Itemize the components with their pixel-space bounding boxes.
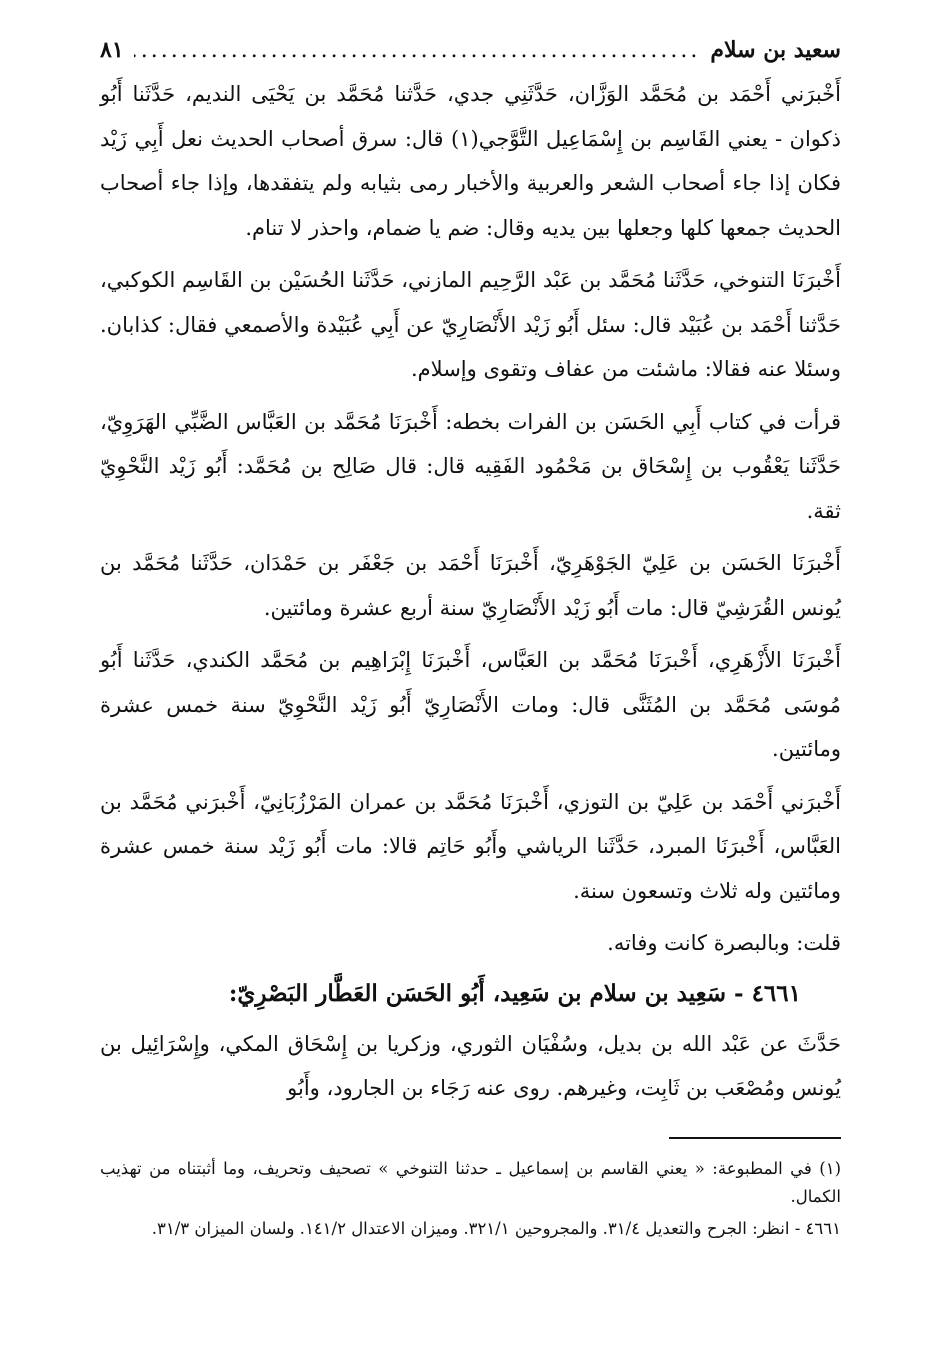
paragraph-3: قرأت في كتاب أَبِي الحَسَن بن الفرات بخطه: أَخْبرَنَا مُحَمَّد بن العَبَّاس الضَّبِّي الهَرَوِيّ، حَدَّثَنا يَعْقُوب بن إِسْحَاق بن مَحْمُود الفَقِيه قال: قال صَالِح بن مُحَمَّد: أَبُو زَيْد النَّحْوِيّ ثقة. [100,409,841,523]
entry-heading: ٤٦٦١ - سَعِيد بن سلام بن سَعِيد، أَبُو الحَسَن العَطَّار البَصْرِيّ: [228,979,801,1007]
paragraph-7: قلت: وبالبصرة كانت وفاته. [607,931,841,955]
paragraph-6: أَخْبرَني أَحْمَد بن عَلِيّ بن التوزي، أَخْبرَنَا مُحَمَّد بن عمران المَرْزُبَانِيّ، أَخْبرَني مُحَمَّد بن العَبَّاس، أَخْبرَنَا المبرد، حَدَّثَنا الرياشي وأَبُو حَاتِم قالا: مات أَبُو زَيْد سنة خمس عشرة ومائتين وله ثلاث وتسعون سنة. [100,789,841,903]
paragraph-8: حَدَّثَ عن عَبْد الله بن بديل، وسُفْيَان الثوري، وزكريا بن إِسْحَاق المكي، وإِسْرَائِيل بن يُونس ومُصْعَب بن ثَابِت، وغيرهم. روى عنه رَجَاء بن الجارود، وأَبُو [100,1031,841,1100]
footnote-1: (١) في المطبوعة: « يعني القاسم بن إسماعيل ـ حدثنا التنوخي » تصحيف وتحريف، وما أثبتناه من تهذيب الكمال. [100,1158,841,1206]
footnote-rule [669,1137,841,1139]
leader-dots [134,29,701,73]
running-title: سعيد بن سلام [710,37,841,63]
paragraph-1: أَخْبرَني أَحْمَد بن مُحَمَّد الوَزَّان، حَدَّثَنِي جدي، حَدَّثنا مُحَمَّد بن يَحْيَى النديم، حَدَّثَنا أَبُو ذكوان - يعني القَاسِم بن إِسْمَاعِيل التَّوَّجي(١) قال: سرق أصحاب الحديث نعل أَبِي زَيْد فكان إذا جاء أصحاب الشعر والعربية والأخبار رمى بثيابه ولم يتفقدها، وإذا جاء أصحاب الحديث جمعها كلها وجعلها بين يديه وقال: ضم يا ضمام، واحذر لا تنام. [100,82,841,240]
footnote-2: ٤٦٦١ - انظر: الجرح والتعديل ٣١/٤. والمجروحين ٣٢١/١. وميزان الاعتدال ١٤١/٢. ولسان الميزان ٣١/٣. [151,1218,841,1238]
paragraph-2: أَخْبرَنَا التنوخي، حَدَّثَنا مُحَمَّد بن عَبْد الرَّحِيم المازني، حَدَّثَنا الحُسَيْن بن القَاسِم الكوكبي، حَدَّثنا أَحْمَد بن عُبَيْد قال: سئل أَبُو زَيْد الأَنْصَارِيّ عن أَبِي عُبَيْدة والأصمعي فقال: كذابان. وسئلا عنه فقالا: ماشئت من عفاف وتقوى وإسلام. [100,268,841,381]
paragraph-4: أَخْبرَنَا الحَسَن بن عَلِيّ الجَوْهَرِيّ، أَخْبرَنَا أَحْمَد بن جَعْفَر بن حَمْدَان، حَدَّثَنا مُحَمَّد بن يُونس القُرَشِيّ قال: مات أَبُو زَيْد الأَنْصَارِيّ سنة أربع عشرة ومائتين. [100,551,841,620]
running-head [100,28,841,72]
paragraph-5: أَخْبرَنَا الأَزْهَرِي، أَخْبرَنَا مُحَمَّد بن العَبَّاس، أَخْبرَنَا إِبْرَاهِيم بن مُحَمَّد الكندي، حَدَّثَنا أَبُو مُوسَى مُحَمَّد بن المُثَنَّى قال: ومات الأَنْصَارِيّ أَبُو زَيْد النَّحْوِيّ سنة خمس عشرة ومائتين. [100,648,841,761]
page-number: ٨١ [100,37,124,63]
